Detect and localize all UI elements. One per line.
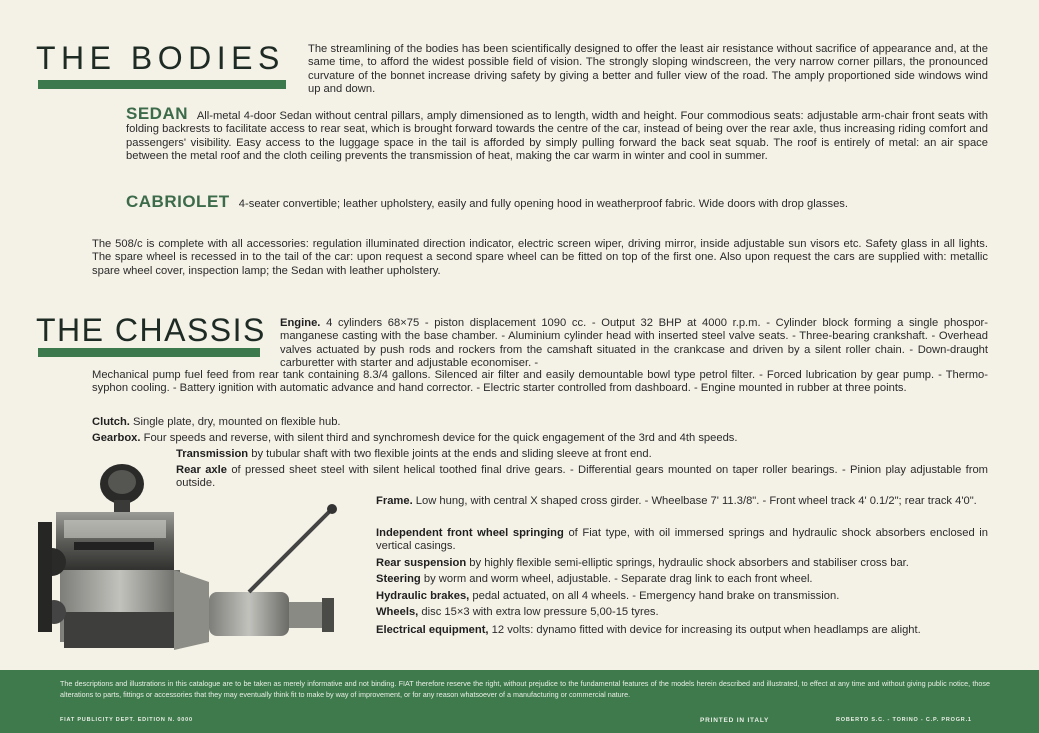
engine-spec-continued: Mechanical pump fuel feed from rear tank containing 8.3/4 gallons. Silenced air filter and easily demountable bowl type petrol filter. - Forced lubrication by gear pump. - Thermo-syphon cooling. - Battery ignition with automatic advance and hand corrector. - Electric starter controlled from dashboard. - Engine mounted in rubber at three points. xyxy=(92,369,988,395)
electrical-label: Electrical equipment, xyxy=(376,624,489,636)
rear-suspension-label: Rear suspension xyxy=(376,557,467,569)
steering-text: by worm and worm wheel, adjustable. - Separate drag link to each front wheel. xyxy=(423,573,813,585)
frame-text: Low hung, with central X shaped cross girder. - Wheelbase 7' 11.3/8". - Front wheel track 4' 0.1/2"; rear track 4'0". xyxy=(415,495,977,507)
cabriolet-section xyxy=(126,192,988,211)
electrical-text: 12 volts: dynamo fitted with device for increasing its output when headlamps are alight. xyxy=(491,624,921,636)
clutch-label: Clutch. xyxy=(92,416,130,428)
engine-gearbox-illustration xyxy=(34,462,344,662)
chassis-heading: THE CHASSIS xyxy=(36,312,266,348)
footer-disclaimer: The descriptions and illustrations in this catalogue are to be taken as merely informative and not binding. FIAT therefore reserve the right, without prejudice to the fundamental features of the models herein described and illustrated, to effect at any time and without giving public notice, those alterations to parts, fittings or accessories that they may eventually think fit to make by way of improvement, or for any reason whatsoever of a manufacturing or commercial nature. xyxy=(60,679,990,699)
transmission-label: Transmission xyxy=(176,448,249,460)
wheels-text: disc 15×3 with extra low pressure 5,00-15 tyres. xyxy=(421,606,659,618)
brakes-text: pedal actuated, on all 4 wheels. - Emergency hand brake on transmission. xyxy=(472,590,840,602)
sedan-label: SEDAN xyxy=(126,104,189,123)
rear-axle-label: Rear axle xyxy=(176,464,227,476)
accessories-paragraph: The 508/c is complete with all accessories: regulation illuminated direction indicator, electric screen wiper, driving mirror, inside adjustable sun visors etc. Safety glass in all lights. The spare wheel is recessed in to the tail of the car: upon request a second spare wheel can be fitted on top of the first one. Also upon request the cars are supplied with: metallic spare wheel cover, inspection lamp; the Sedan with leather upholstery. xyxy=(92,238,988,277)
engine-text: 4 cylinders 68×75 - piston displacement 1090 cc. - Output 32 BHP at 4000 r.p.m. - Cylinder block forming a single phospor-manganese casting with the base chamber. - Aluminium cylinder head with inserted steel valve seats. - Three-bearing crankshaft. - Overhead valves actuated by push rods and rockers from the camshaft situated in the crankcase and driven by a silent roller chain. - Down-draught carburetter with starter and adjustable economiser. - xyxy=(280,317,989,370)
rear-suspension-text: by highly flexible semi-elliptic springs, hydraulic shock absorbers and stabiliser cross bar. xyxy=(469,557,909,569)
footer-printed-in: PRINTED IN ITALY xyxy=(700,717,770,724)
rear-suspension-spec xyxy=(376,557,988,570)
gearbox-label: Gearbox. xyxy=(92,432,141,444)
gearbox-spec xyxy=(92,432,988,445)
front-springing-label: Independent front wheel springing xyxy=(376,527,564,539)
electrical-spec xyxy=(376,624,988,637)
cabriolet-text: 4-seater convertible; leather upholstery, easily and fully opening hood in weatherproof fabric. Wide doors with drop glasses. xyxy=(238,198,849,210)
engine-label: Engine. xyxy=(280,317,321,329)
rear-axle-text: of pressed sheet steel with silent helical toothed final drive gears. - Differential gears mounted on taper roller bearings. - Pinion play adjustable from outside. xyxy=(176,464,989,490)
footer-publicity-note: FIAT PUBLICITY DEPT. EDITION N. 0000 xyxy=(60,717,193,723)
clutch-spec xyxy=(92,416,988,429)
gearbox-text: Four speeds and reverse, with silent third and synchromesh device for the quick engagement of the 3rd and 4th speeds. xyxy=(143,432,738,444)
bodies-heading: THE BODIES xyxy=(36,40,285,76)
wheels-spec xyxy=(376,606,988,619)
frame-label: Frame. xyxy=(376,495,413,507)
brakes-label: Hydraulic brakes, xyxy=(376,590,470,602)
engine-spec xyxy=(280,317,988,371)
footer-printer-note: ROBERTO S.C. - TORINO - C.P. PROGR.1 xyxy=(836,717,972,723)
sedan-section xyxy=(126,104,988,164)
transmission-text: by tubular shaft with two flexible joints at the ends and sliding sleeve at front end. xyxy=(251,448,652,460)
chassis-underline-bar xyxy=(38,348,260,357)
cabriolet-label: CABRIOLET xyxy=(126,192,230,211)
brakes-spec xyxy=(376,590,988,603)
frame-spec xyxy=(376,495,988,508)
bodies-intro-paragraph: The streamlining of the bodies has been scientifically designed to offer the least air resistance without sacrifice of appearance and, at the same time, to afford the widest possible field of vision. The strongly sloping windscreen, the very narrow corner pillars, the pronounced curvature of the bonnet increase driving safety by giving a better and fuller view of the road. The amply proportioned side windows wind up and down. xyxy=(308,43,988,96)
wheels-label: Wheels, xyxy=(376,606,419,618)
sedan-text: All-metal 4-door Sedan without central pillars, amply dimensioned as to length, width and height. Four commodious seats: adjustable arm-chair front seats with folding backrests to facilitate access to rear seat, which is brought forward towards the centre of the car, instead of being over the rear axle, thus increasing riding comfort and passengers' visibility. Easy access to the luggage space in the tail is afforded by simply pulling forward the back seat squab. The roof is entirely of metal: an air space between the metal roof and the cloth ceiling prevents the transmission of heat, making the car warm in winter and cool in summer. xyxy=(126,110,988,163)
front-springing-spec xyxy=(376,527,988,554)
steering-spec xyxy=(376,573,988,586)
footer-band xyxy=(0,670,1039,733)
steering-label: Steering xyxy=(376,573,421,585)
clutch-text: Single plate, dry, mounted on flexible hub. xyxy=(133,416,341,428)
bodies-underline-bar xyxy=(38,80,286,89)
transmission-spec xyxy=(176,448,988,461)
front-springing-text: of Fiat type, with oil immersed springs and hydraulic shock absorbers enclosed in vertical casings. xyxy=(376,527,989,553)
